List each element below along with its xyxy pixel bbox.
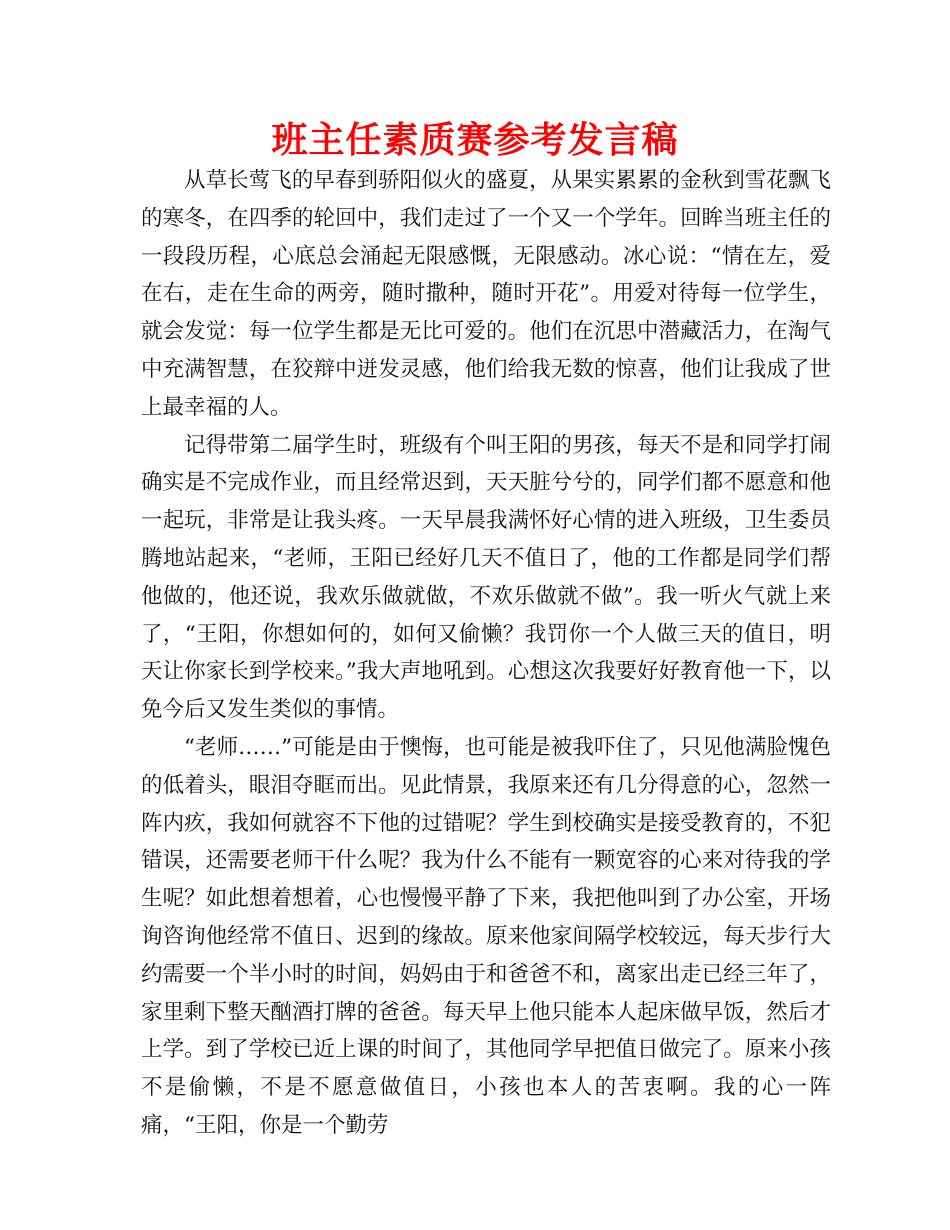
paragraph-3: “老师……”可能是由于懊悔，也可能是被我吓住了，只见他满脸愧色的低着头，眼泪夺眶而出。见此情景，我原来还有几分得意的心，忽然一阵内疚，我如何就容不下他的过错呢？学生到校确实是接受教育的，不犯错误，还需要老师干什么呢？我为什么不能有一颗宽容的心来对待我的学生呢？如此想着想着，心也慢慢平静了下来，我把他叫到了办公室，开场询咨询他经常不值日、迟到的缘故。原来他家间隔学校较远，每天步行大约需要一个半小时的时间，妈妈由于和爸爸不和，离家出走已经三年了，家里剩下整天酗酒打牌的爸爸。每天早上他只能本人起床做早饭，然后才上学。到了学校已近上课的时间了，其他同学早把值日做完了。原来小孩不是偷懒，不是不愿意做值日，小孩也本人的苦衷啊。我的心一阵痛，“王阳，你是一个勤劳: [141, 734, 831, 1138]
paragraph-1: 从草长莺飞的早春到骄阳似火的盛夏，从果实累累的金秋到雪花飘飞的寒冬，在四季的轮回中，我们走过了一个又一个学年。回眸当班主任的一段段历程，心底总会涌起无限感慨，无限感动。冰心说：“情在左，爱在右，走在生命的两旁，随时撒种，随时开花”。用爱对待每一位学生，就会发觉：每一位学生都是无比可爱的。他们在沉思中潜藏活力，在淘气中充满智慧，在狡辩中迸发灵感，他们给我无数的惊喜，他们让我成了世上最幸福的人。: [141, 168, 831, 420]
paragraph-2: 记得带第二届学生时，班级有个叫王阳的男孩，每天不是和同学打闹确实是不完成作业，而且经常迟到，天天脏兮兮的，同学们都不愿意和他一起玩，非常是让我头疼。一天早晨我满怀好心情的进入班级，卫生委员腾地站起来，“老师，王阳已经好几天不值日了，他的工作都是同学们帮他做的，他还说，我欢乐做就做，不欢乐做就不做”。我一听火气就上来了，“王阳，你想如何的，如何又偷懒？我罚你一个人做三天的值日，明天让你家长到学校来。”我大声地吼到。心想这次我要好好教育他一下，以免今后又发生类似的事情。: [141, 432, 831, 723]
document-title: 班主任素质赛参考发言稿: [271, 120, 679, 161]
document-body: [141, 162, 831, 1145]
